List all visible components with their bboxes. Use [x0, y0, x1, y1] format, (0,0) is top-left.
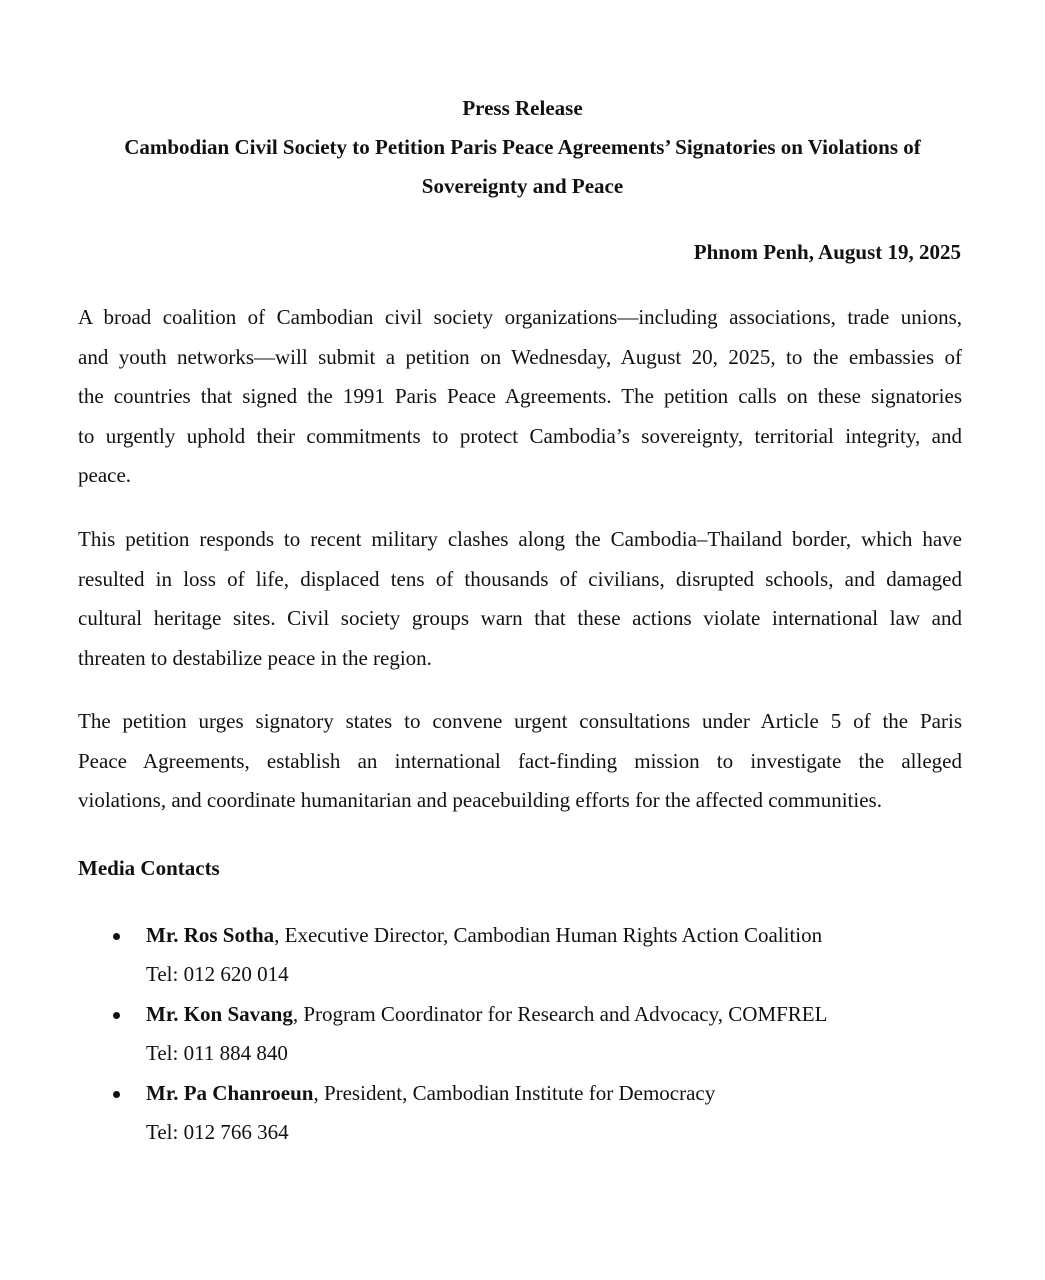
- dateline: Phnom Penh, August 19, 2025: [693, 240, 961, 264]
- document-title-line-2: Sovereignty and Peace: [421, 174, 624, 198]
- contact-line: [146, 1080, 715, 1106]
- document-title-line-1: Cambodian Civil Society to Petition Paris Peace Agreements’ Signatories on Violations of: [124, 135, 921, 159]
- media-contacts-heading: Media Contacts: [78, 856, 220, 880]
- contact-item: [0, 920, 1045, 999]
- paragraph-line: to urgently uphold their commitments to protect Cambodia’s sovereignty, territorial integrity, and: [78, 423, 962, 448]
- contact-name: Mr. Ros Sotha: [146, 923, 275, 947]
- contact-tel: Tel: 011 884 840: [146, 1041, 288, 1065]
- contact-item: [0, 999, 1045, 1078]
- bullet-icon: [113, 1091, 120, 1098]
- paragraph-line: A broad coalition of Cambodian civil society organizations—including associations, trade unions,: [78, 305, 962, 329]
- contact-role: , Program Coordinator for Research and Advocacy, COMFREL: [292, 1002, 828, 1026]
- contact-name: Mr. Pa Chanroeun: [146, 1081, 314, 1105]
- paragraph-line: violations, and coordinate humanitarian and peacebuilding efforts for the affected communities.: [78, 788, 882, 812]
- contact-name: Mr. Kon Savang: [146, 1002, 293, 1026]
- paragraph-line: threaten to destabilize peace in the region.: [78, 645, 432, 670]
- paragraph-line: the countries that signed the 1991 Paris Peace Agreements. The petition calls on these signatories: [78, 384, 962, 408]
- contact-line: [146, 922, 822, 948]
- bullet-icon: [113, 1012, 120, 1019]
- paragraph-1: [78, 298, 962, 496]
- contact-line: [146, 1001, 827, 1027]
- paragraph-line: and youth networks—will submit a petition on Wednesday, August 20, 2025, to the embassies of: [78, 344, 962, 369]
- paragraph-line: peace.: [78, 463, 132, 487]
- contact-role: , Executive Director, Cambodian Human Rights Action Coalition: [274, 923, 823, 947]
- paragraph-line: resulted in loss of life, displaced tens of thousands of civilians, disrupted schools, and damaged: [78, 566, 962, 591]
- paragraph-line: This petition responds to recent military clashes along the Cambodia–Thailand border, which have: [78, 527, 962, 551]
- paragraph-2: [78, 520, 962, 678]
- document-label: Press Release: [462, 96, 583, 120]
- paragraph-line: cultural heritage sites. Civil society groups warn that these actions violate international law and: [78, 606, 962, 630]
- paragraph-line: Peace Agreements, establish an international fact-finding mission to investigate the alleged: [78, 748, 962, 773]
- paragraph-3: [78, 702, 962, 821]
- bullet-icon: [113, 933, 120, 940]
- paragraph-line: The petition urges signatory states to convene urgent consultations under Article 5 of the Paris: [78, 709, 962, 733]
- contact-tel: Tel: 012 620 014: [146, 962, 289, 986]
- contact-role: , President, Cambodian Institute for Democracy: [313, 1081, 716, 1105]
- contact-item: [0, 1078, 1045, 1157]
- contact-tel: Tel: 012 766 364: [146, 1120, 289, 1144]
